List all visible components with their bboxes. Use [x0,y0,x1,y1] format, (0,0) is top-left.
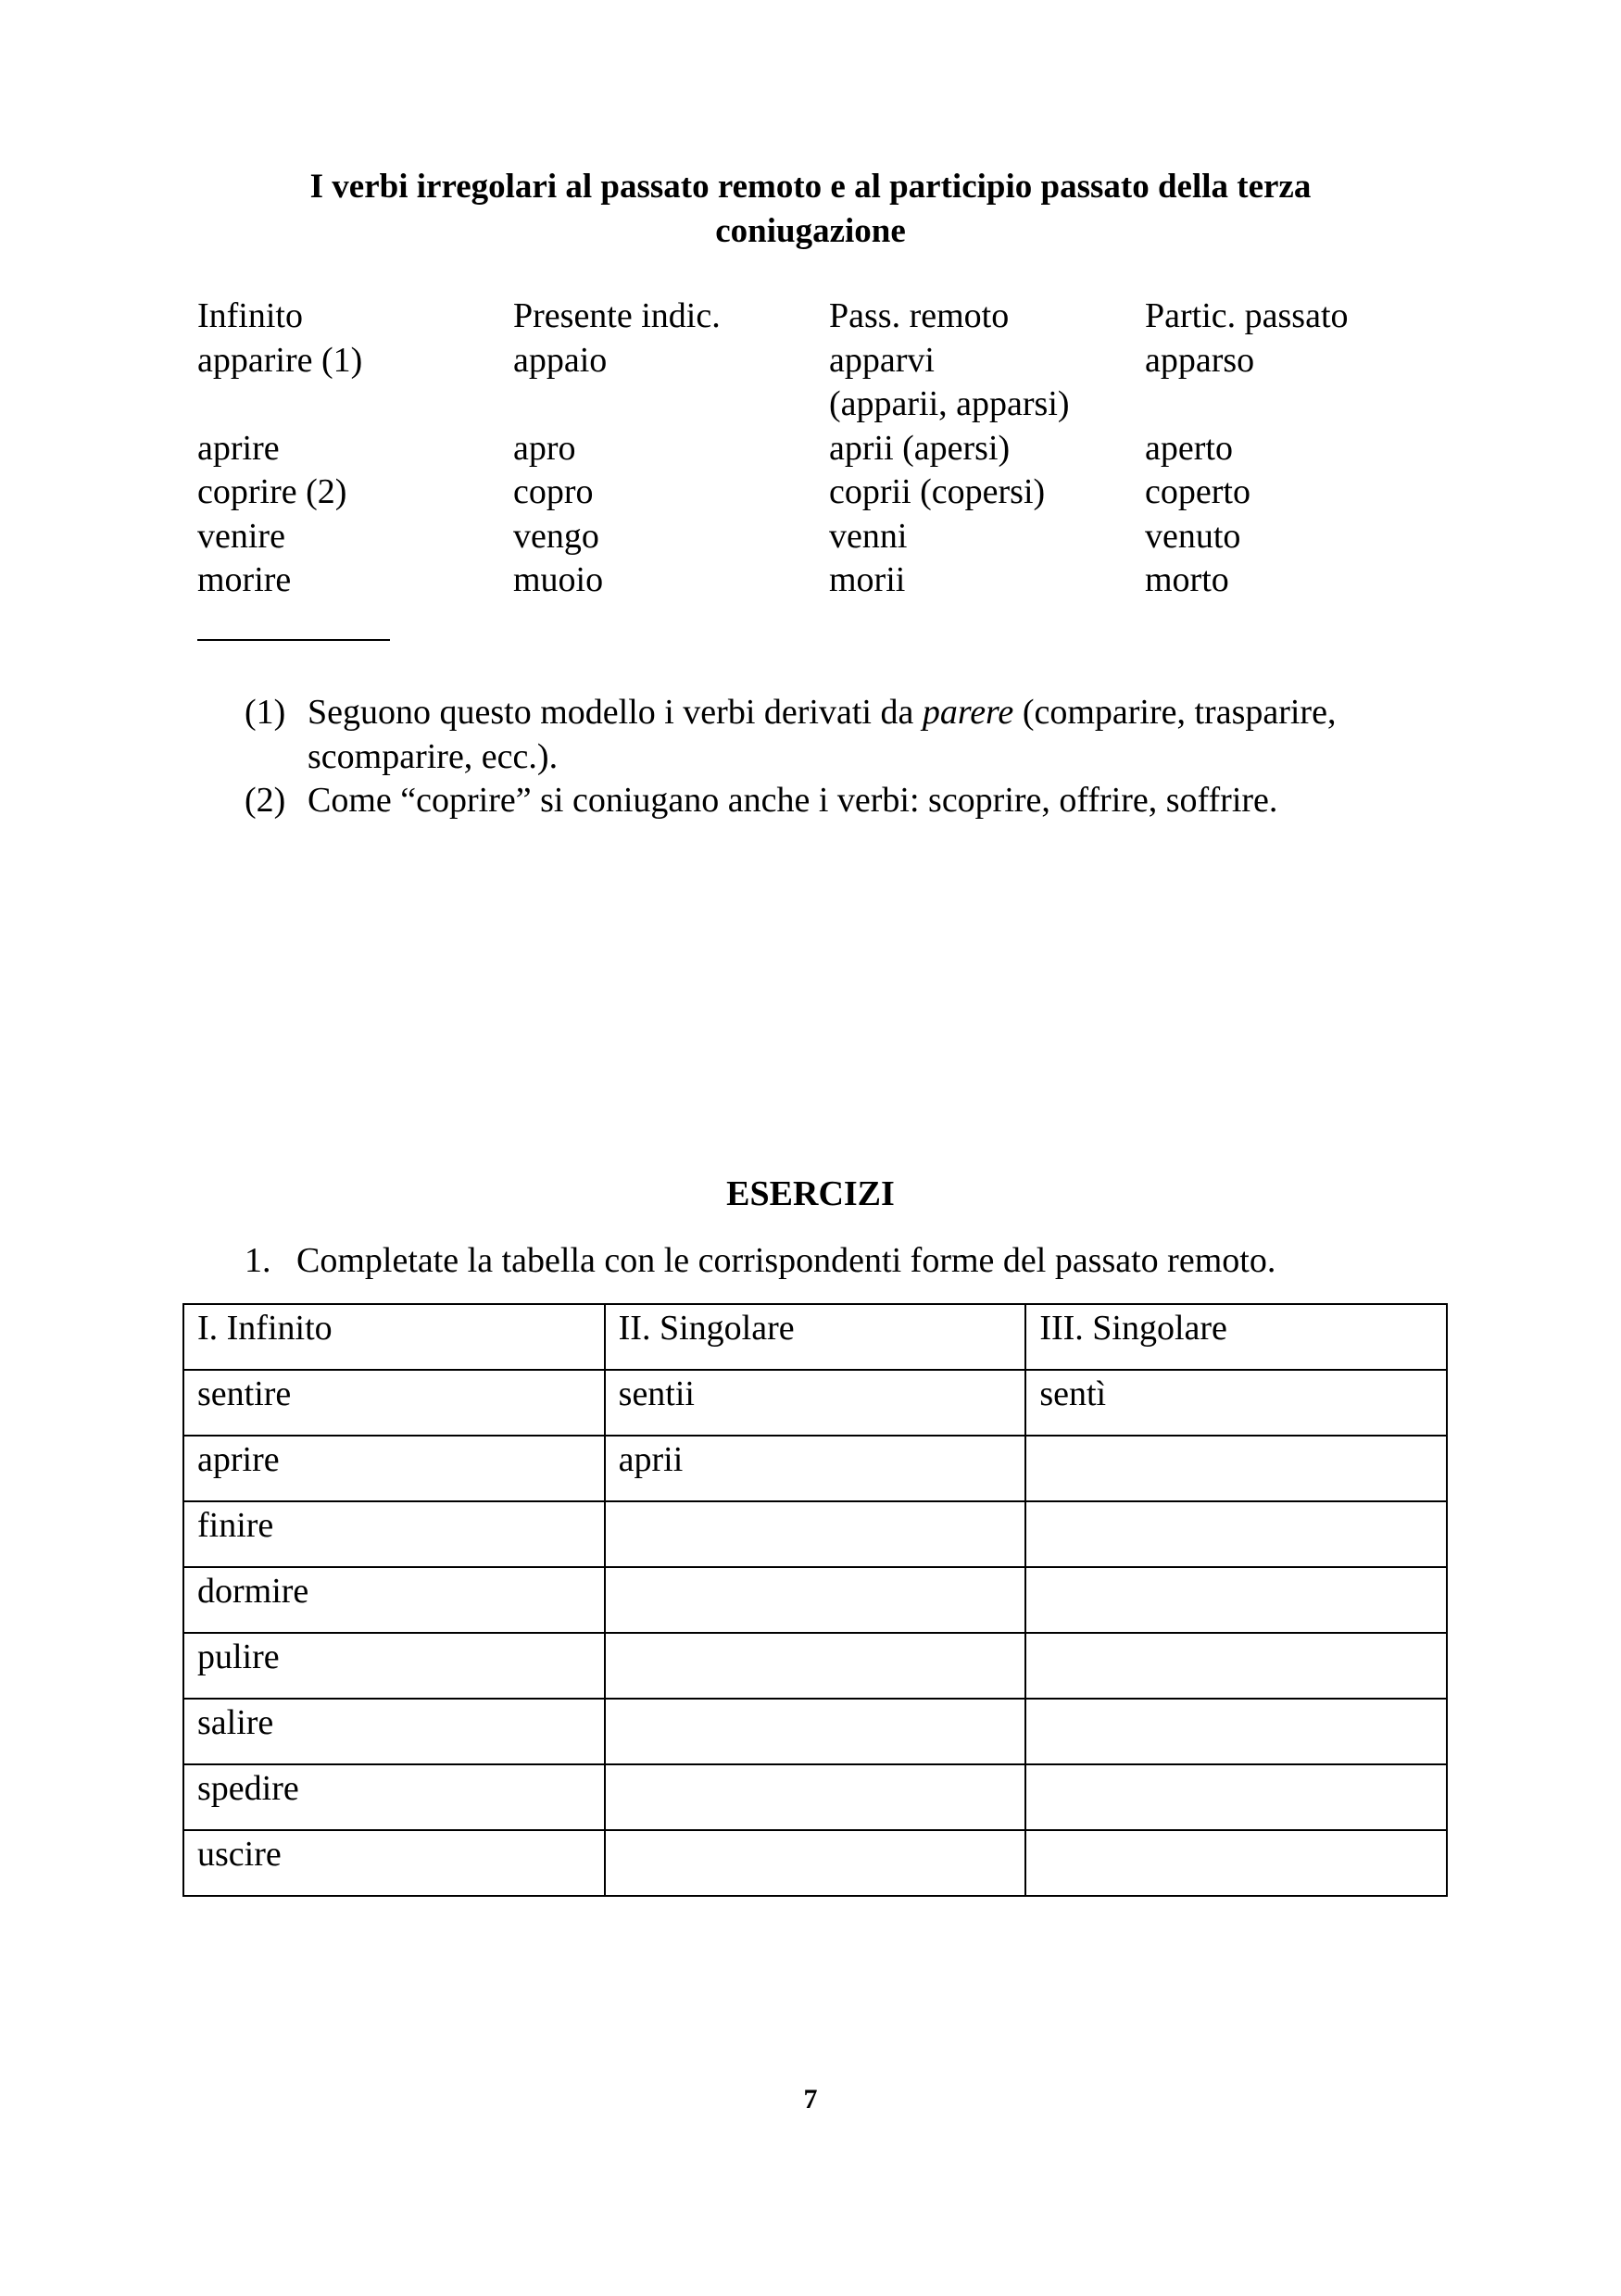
footnote-separator [197,639,390,641]
empty-answer-cell[interactable] [605,1567,1026,1633]
verb-table-header-row [197,295,1439,339]
verb-table-row [197,383,1439,427]
verb-table-cell: appaio [513,340,608,380]
empty-answer-cell[interactable] [605,1764,1026,1830]
footnote-italic-word: parere [922,693,1014,732]
page-number: 7 [803,2084,818,2114]
footnote-text-part: Come “coprire” si coniugano anche i verbi: scoprire, offrire, soffrire. [308,781,1278,820]
exercise-table-cell: finire [183,1501,605,1567]
verb-table-row [197,339,1439,383]
exercise-table-row [183,1764,1447,1830]
footnote-number: (2) [245,781,286,820]
exercise-table-cell: salire [183,1699,605,1764]
footnote-text-part: Seguono questo modello i verbi derivati da [308,693,923,732]
exercise-table-row [183,1699,1447,1764]
exercise-table [182,1303,1448,1897]
exercise-instruction [245,1238,1449,1283]
verb-table-cell: apparvi [829,340,935,380]
empty-answer-cell[interactable] [1025,1501,1447,1567]
exercise-table-cell: sentire [183,1370,605,1436]
verb-table-cell: (apparii, apparsi) [829,384,1070,423]
irregular-verbs-table [197,295,1439,603]
exercise-table-header: II. Singolare [605,1304,1026,1370]
empty-answer-cell[interactable] [1025,1764,1447,1830]
exercise-table-cell: uscire [183,1830,605,1896]
verb-table-cell: venni [829,516,908,556]
footnote-text-part: (comparire, trasparire, scomparire, ecc.). [308,693,1337,776]
exercise-table-row [183,1370,1447,1436]
empty-answer-cell[interactable] [605,1633,1026,1699]
exercise-table-row [183,1633,1447,1699]
verb-table-cell: copro [513,472,594,511]
verb-table-row [197,427,1439,471]
page-title [167,165,1454,254]
verb-table-cell: aperto [1145,428,1233,468]
verb-table-row [197,515,1439,559]
empty-answer-cell[interactable] [605,1830,1026,1896]
exercise-table-cell: aprii [605,1436,1026,1501]
verb-table-cell: coprii (copersi) [829,472,1046,511]
footnote [245,691,1449,779]
exercise-table-row [183,1830,1447,1896]
empty-answer-cell[interactable] [1025,1567,1447,1633]
verb-table-cell [1145,383,1439,427]
footnote-text [308,779,1449,823]
exercise-instruction-text: Completate la tabella con le corrispondenti forme del passato remoto. [296,1241,1276,1280]
exercise-table-header: I. Infinito [183,1304,605,1370]
exercise-table-header-row [183,1304,1447,1370]
footnote-text [308,691,1449,779]
title-line-2: coniugazione [715,212,906,250]
verb-table-header: Partic. passato [1145,296,1349,335]
exercise-table-cell: sentii [605,1370,1026,1436]
exercise-table-row [183,1436,1447,1501]
exercise-table-row [183,1501,1447,1567]
verb-table-cell: venire [197,516,285,556]
verb-table-cell: morii [829,560,906,599]
verb-table-header: Pass. remoto [829,296,1010,335]
footnotes [245,691,1449,823]
exercise-table-cell: aprire [183,1436,605,1501]
exercise-table-cell: spedire [183,1764,605,1830]
verb-table-cell: aprii (apersi) [829,428,1011,468]
verb-table-cell: coprire (2) [197,472,347,511]
exercise-table-row [183,1567,1447,1633]
verb-table-cell [197,383,513,427]
verb-table-cell: coperto [1145,472,1250,511]
verb-table-header: Infinito [197,296,303,335]
verb-table-cell: apparire (1) [197,340,363,380]
empty-answer-cell[interactable] [605,1501,1026,1567]
exercise-number: 1. [245,1241,271,1280]
exercise-table-cell: dormire [183,1567,605,1633]
verb-table-cell [513,383,829,427]
empty-answer-cell[interactable] [605,1699,1026,1764]
verb-table-cell: morto [1145,560,1229,599]
exercise-table-cell: pulire [183,1633,605,1699]
verb-table-cell: muoio [513,560,604,599]
verb-table-row [197,470,1439,515]
verb-table-header: Presente indic. [513,296,721,335]
verb-table-cell: morire [197,560,292,599]
verb-table-cell: apro [513,428,576,468]
verb-table-cell: vengo [513,516,599,556]
verb-table-cell: venuto [1145,516,1241,556]
verb-table-cell: aprire [197,428,280,468]
exercises-heading: ESERCIZI [726,1174,895,1213]
footnote [245,779,1449,823]
exercise-table-cell: sentì [1025,1370,1447,1436]
empty-answer-cell[interactable] [1025,1436,1447,1501]
verb-table-row [197,558,1439,603]
empty-answer-cell[interactable] [1025,1633,1447,1699]
empty-answer-cell[interactable] [1025,1830,1447,1896]
title-line-1: I verbi irregolari al passato remoto e al participio passato della terza [309,168,1312,206]
exercise-table-header: III. Singolare [1025,1304,1447,1370]
footnote-number: (1) [245,693,286,732]
empty-answer-cell[interactable] [1025,1699,1447,1764]
verb-table-cell: apparso [1145,340,1255,380]
